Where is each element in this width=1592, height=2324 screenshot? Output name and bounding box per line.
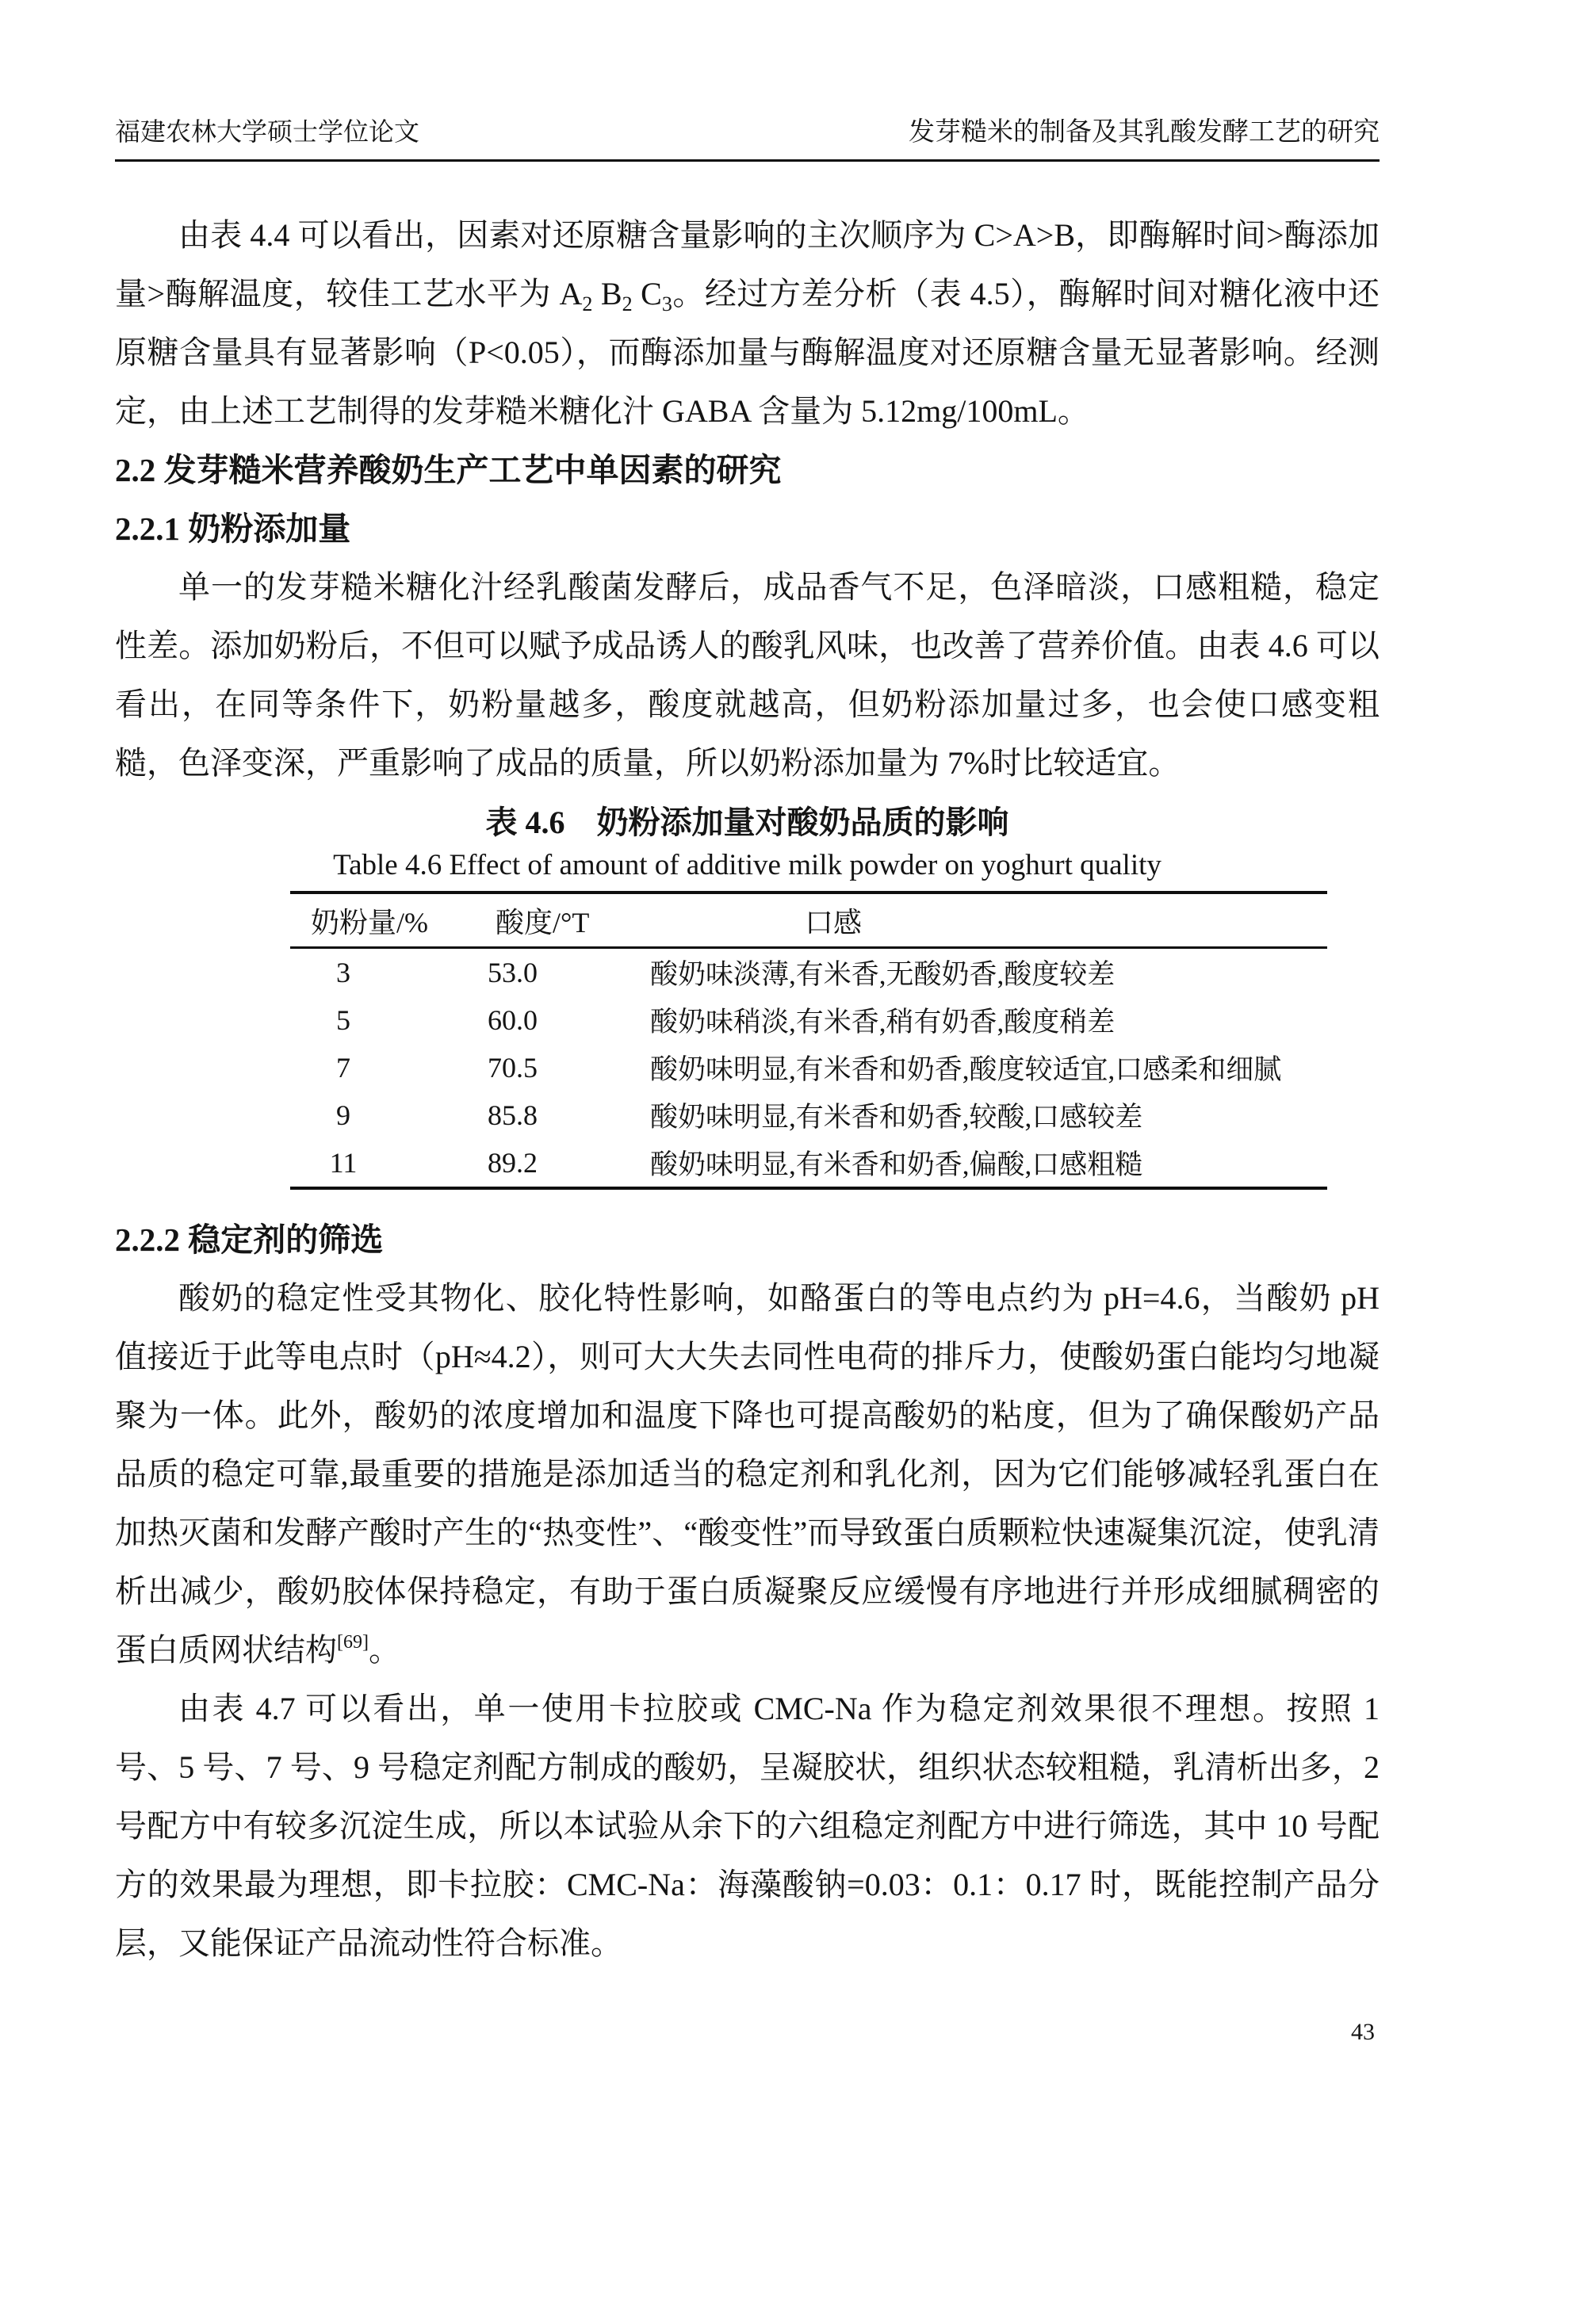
cell-taste: 酸奶味稍淡,有米香,稍有奶香,酸度稍差 (650, 1007, 1116, 1038)
cell-acidity: 85.8 (488, 1099, 538, 1131)
running-header (115, 111, 1380, 162)
table-row (290, 1044, 1327, 1091)
cell-acidity: 70.5 (488, 1052, 538, 1084)
cell-milk-powder: 11 (329, 1147, 358, 1179)
paragraph-1 (115, 206, 1380, 441)
paragraph-1-text: B (592, 276, 622, 312)
paragraph-4: 由表 4.7 可以看出，单一使用卡拉胶或 CMC-Na 作为稳定剂效果很不理想。按照 1 号、5 号、7 号、9 号稳定剂配方制成的酸奶，呈凝胶状，组织状态较粗糙，乳清析出多，2 号配方中有较多沉淀生成，所以本试验从余下的六组稳定剂配方中进行筛选，其中 10 号配方的效果最为理想，即卡拉胶：CMC-Na：海藻酸钠=0.03：0.1：0.17 时，既能控制产品分层，又能保证产品流动性符合标准。 (115, 1691, 1380, 1961)
paragraph-3-text: 酸奶的稳定性受其物化、胶化特性影响，如酪蛋白的等电点约为 pH=4.6，当酸奶 pH 值接近于此等电点时（pH≈4.2），则可大大失去同性电荷的排斥力，使酸奶蛋白能均匀地凝聚为一体。此外，酸奶的浓度增加和温度下降也可提高酸奶的粘度，但为了确保酸奶产品品质的稳定可靠,最重要的措施是添加适当的稳定剂和乳化剂，因为它们能够减轻乳蛋白在加热灭菌和发酵产酸时产生的“热变性”、“酸变性”而导致蛋白质颗粒快速凝集沉淀，使乳清析出减少，酸奶胶体保持稳定，有助于蛋白质凝聚反应缓慢有序地进行并形成细腻稠密的蛋白质网状结构 (115, 1280, 1380, 1668)
table-header-taste: 口感 (805, 906, 863, 938)
header-left-text: 福建农林大学硕士学位论文 (115, 117, 420, 146)
cell-milk-powder: 5 (336, 1004, 350, 1036)
paragraph-1-text: 由表 4.4 可以看出，因素对还原糖含量影响的主次顺序为 C>A>B，即酶解时间>酶添加量>酶解温度，较佳工艺水平为 A (115, 217, 1380, 312)
paragraph-1-text: C (632, 276, 662, 312)
section-heading-2-2-1: 2.2.1 奶粉添加量 (115, 510, 351, 547)
paragraph-1-text: 。经过方差分析（表 4.5），酶解时间对糖化液中还原糖含量具有显著影响（P<0.05），而酶添加量与酶解温度对还原糖含量无显著影响。经测定，由上述工艺制得的发芽糙米糖化汁 GABA 含量为 5.12mg/100mL。 (115, 276, 1380, 429)
citation-69: [69] (337, 1632, 369, 1653)
table-row (290, 996, 1327, 1044)
cell-taste: 酸奶味明显,有米香和奶香,偏酸,口感粗糙 (650, 1149, 1143, 1180)
cell-acidity: 60.0 (488, 1004, 538, 1036)
section-heading-2-2: 2.2 发芽糙米营养酸奶生产工艺中单因素的研究 (115, 452, 782, 488)
paragraph-3 (115, 1269, 1380, 1680)
table-header-row (290, 894, 1327, 949)
table-row (290, 949, 1327, 996)
cell-milk-powder: 9 (336, 1099, 350, 1131)
section-heading-2-2-2: 2.2.2 稳定剂的筛选 (115, 1221, 384, 1258)
table-header-acidity: 酸度/°T (496, 906, 590, 938)
cell-acidity: 89.2 (488, 1147, 538, 1179)
cell-acidity: 53.0 (488, 957, 538, 988)
table-row (290, 1091, 1327, 1139)
table-caption-en: Table 4.6 Effect of amount of additive milk powder on yoghurt quality (333, 849, 1161, 881)
cell-taste: 酸奶味明显,有米香和奶香,较酸,口感较差 (650, 1102, 1143, 1133)
subscript-c3: 3 (661, 292, 672, 315)
page-number: 43 (1351, 2019, 1375, 2045)
cell-taste: 酸奶味明显,有米香和奶香,酸度较适宜,口感柔和细腻 (650, 1054, 1282, 1085)
subscript-b2: 2 (622, 292, 633, 315)
subscript-a2: 2 (582, 292, 593, 315)
cell-taste: 酸奶味淡薄,有米香,无酸奶香,酸度较差 (650, 959, 1116, 990)
paragraph-2: 单一的发芽糙米糖化汁经乳酸菌发酵后，成品香气不足，色泽暗淡，口感粗糙，稳定性差。添加奶粉后，不但可以赋予成品诱人的酸乳风味，也改善了营养价值。由表 4.6 可以看出，在同等条件下，奶粉量越多，酸度就越高，但奶粉添加量过多，也会使口感变粗糙，色泽变深，严重影响了成品的质量，所以奶粉添加量为 7%时比较适宜。 (115, 569, 1380, 781)
milk-powder-table (290, 891, 1327, 1190)
table-row (290, 1139, 1327, 1187)
table-header-milk-powder: 奶粉量/% (311, 906, 428, 938)
table-caption-zh: 表 4.6 奶粉添加量对酸奶品质的影响 (485, 805, 1009, 840)
paragraph-3-text: 。 (368, 1632, 400, 1668)
page-content (115, 111, 1380, 2046)
cell-milk-powder: 7 (336, 1052, 350, 1084)
cell-milk-powder: 3 (336, 957, 350, 988)
header-right-text: 发芽糙米的制备及其乳酸发酵工艺的研究 (909, 118, 1380, 147)
